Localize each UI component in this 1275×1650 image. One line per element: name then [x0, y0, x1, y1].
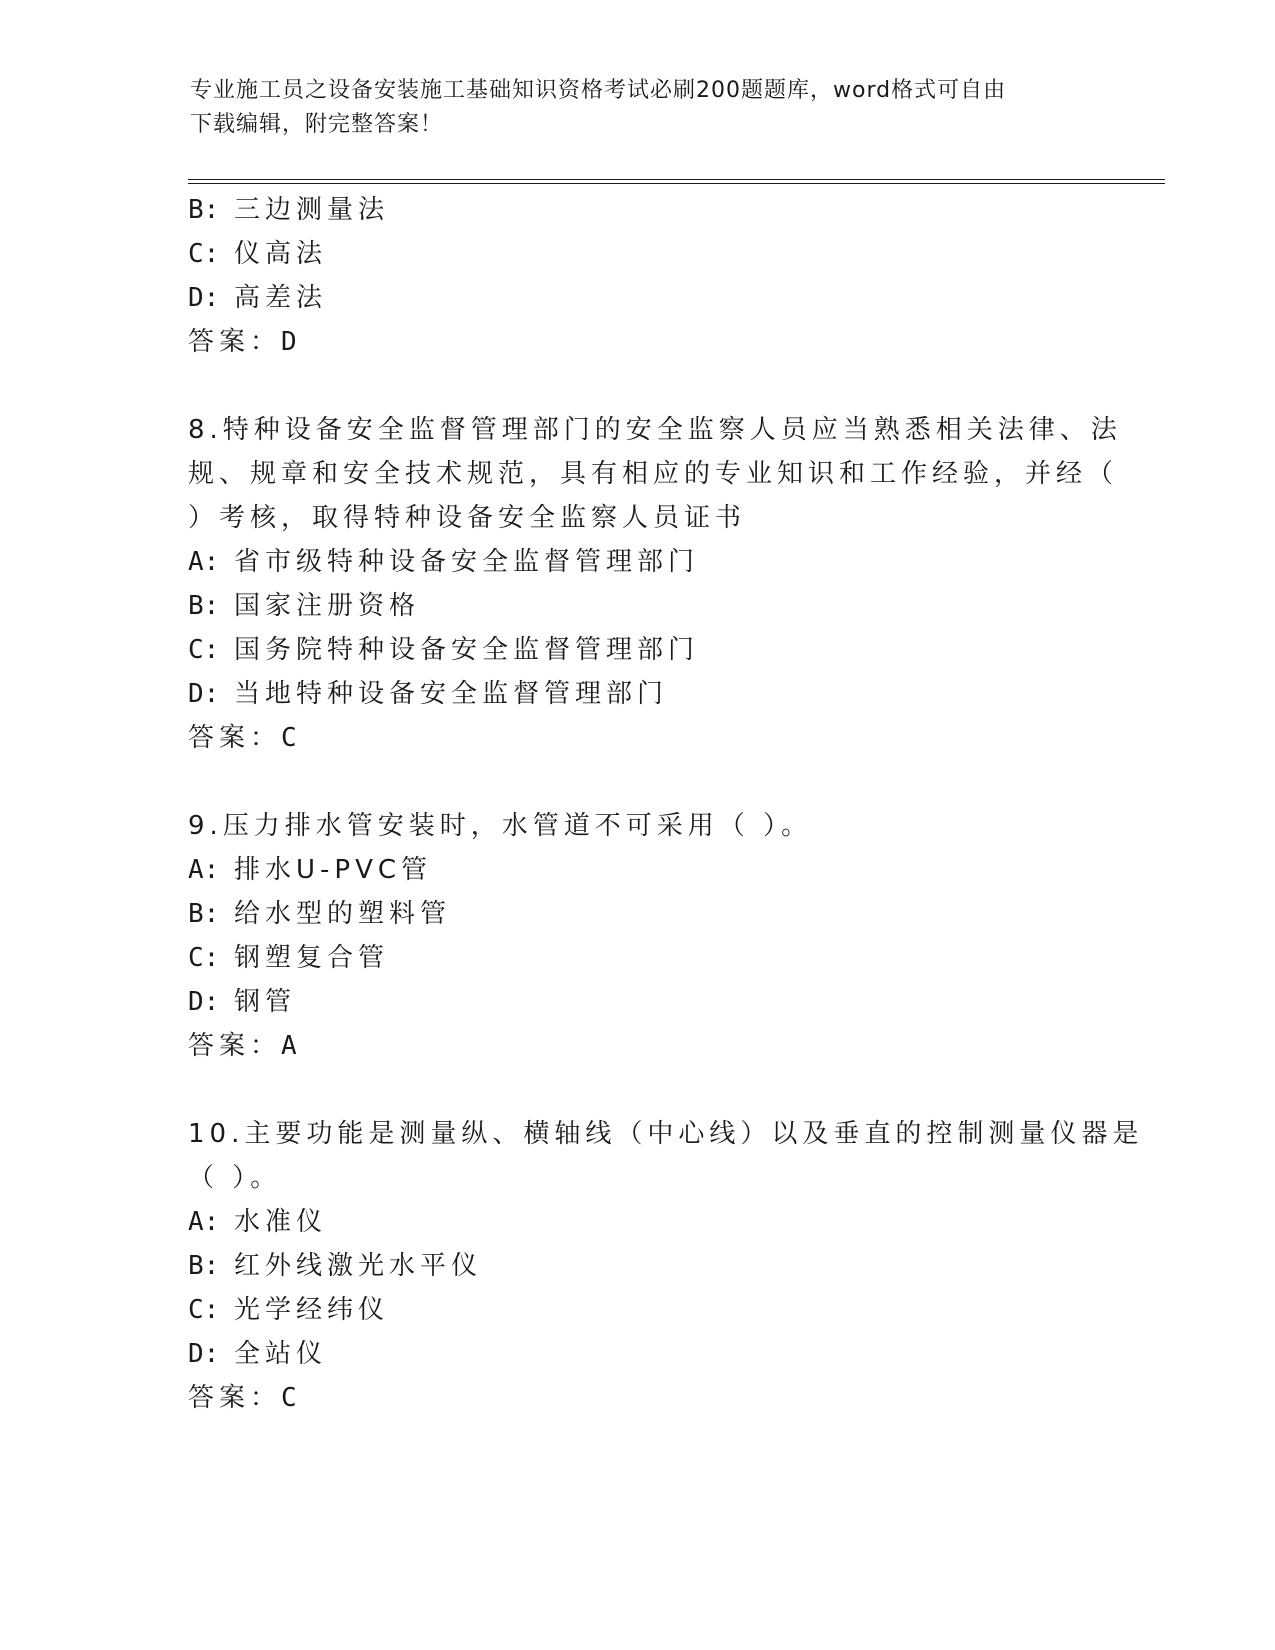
option-text: 钢塑复合管: [234, 943, 390, 973]
option-letter: A:: [188, 1207, 220, 1237]
question-stem: [188, 495, 746, 541]
question-stem: [188, 803, 812, 849]
answer-label: 答案：: [188, 327, 282, 357]
option-b: [188, 1243, 482, 1289]
option-text: 红外线激光水平仪: [234, 1251, 483, 1281]
question-stem: [188, 407, 1122, 453]
answer-line: [188, 715, 297, 761]
option-d: [188, 1331, 327, 1377]
option-text: 钢管: [234, 987, 297, 1017]
option-letter: D:: [188, 283, 220, 313]
header-line-2: 下载编辑，附完整答案！: [190, 112, 444, 137]
option-letter: D:: [188, 987, 220, 1017]
option-b: [188, 891, 451, 937]
question-stem-line: 规、规章和安全技术规范，具有相应的专业知识和工作经验，并经（: [188, 459, 1119, 489]
option-text: 光学经纬仪: [234, 1295, 390, 1325]
option-b: [188, 583, 420, 629]
answer-line: [188, 1023, 297, 1069]
answer-value: C: [281, 1383, 297, 1413]
header-divider-bottom: [188, 183, 1165, 184]
option-text: 水准仪: [234, 1207, 328, 1237]
option-text: 高差法: [234, 283, 328, 313]
question-stem: [188, 451, 1118, 497]
option-text: 三边测量法: [234, 195, 390, 225]
option-letter: D:: [188, 679, 220, 709]
option-c: [188, 231, 327, 277]
option-text: 排水U-PVC管: [234, 855, 433, 885]
option-text: 全站仪: [234, 1339, 328, 1369]
option-letter: B:: [188, 1251, 220, 1281]
answer-line: [188, 1375, 297, 1421]
question-stem-line: ）考核，取得特种设备安全监察人员证书: [188, 503, 747, 533]
answer-line: [188, 319, 297, 365]
document-header: [190, 74, 1090, 142]
option-text: 给水型的塑料管: [234, 899, 452, 929]
option-text: 仪高法: [234, 239, 328, 269]
option-letter: C:: [188, 1295, 220, 1325]
answer-label: 答案：: [188, 1383, 282, 1413]
option-c: [188, 1287, 389, 1333]
option-letter: C:: [188, 239, 220, 269]
answer-value: C: [281, 723, 297, 753]
option-letter: C:: [188, 943, 220, 973]
option-text: 当地特种设备安全监督管理部门: [234, 679, 669, 709]
option-letter: A:: [188, 547, 220, 577]
question-stem-line: 9.压力排水管安装时，水管道不可采用（ ）。: [188, 811, 813, 841]
option-c: [188, 935, 389, 981]
option-letter: D:: [188, 1339, 220, 1369]
option-letter: B:: [188, 591, 220, 621]
option-letter: C:: [188, 635, 220, 665]
option-a: [188, 539, 699, 585]
option-text: 国务院特种设备安全监督管理部门: [234, 635, 700, 665]
option-letter: B:: [188, 899, 220, 929]
option-letter: B:: [188, 195, 220, 225]
option-letter: A:: [188, 855, 220, 885]
question-stem-line: （ ）。: [188, 1163, 282, 1193]
option-d: [188, 979, 296, 1025]
question-stem: [188, 1111, 1143, 1157]
option-d: [188, 275, 327, 321]
header-line-1: 专业施工员之设备安装施工基础知识资格考试必刷200题题库，word格式可自由: [190, 78, 1007, 103]
answer-value: D: [281, 327, 297, 357]
question-stem-line: 8.特种设备安全监督管理部门的安全监察人员应当熟悉相关法律、法: [188, 415, 1122, 445]
answer-label: 答案：: [188, 1031, 282, 1061]
header-divider-top: [188, 179, 1165, 180]
option-b: [188, 187, 389, 233]
answer-label: 答案：: [188, 723, 282, 753]
option-text: 国家注册资格: [234, 591, 421, 621]
question-stem: [188, 1155, 281, 1201]
answer-value: A: [281, 1031, 297, 1061]
option-c: [188, 627, 699, 673]
option-a: [188, 847, 432, 893]
option-text: 省市级特种设备安全监督管理部门: [234, 547, 700, 577]
option-a: [188, 1199, 327, 1245]
option-d: [188, 671, 668, 717]
question-stem-line: 10.主要功能是测量纵、横轴线（中心线）以及垂直的控制测量仪器是: [188, 1119, 1144, 1149]
